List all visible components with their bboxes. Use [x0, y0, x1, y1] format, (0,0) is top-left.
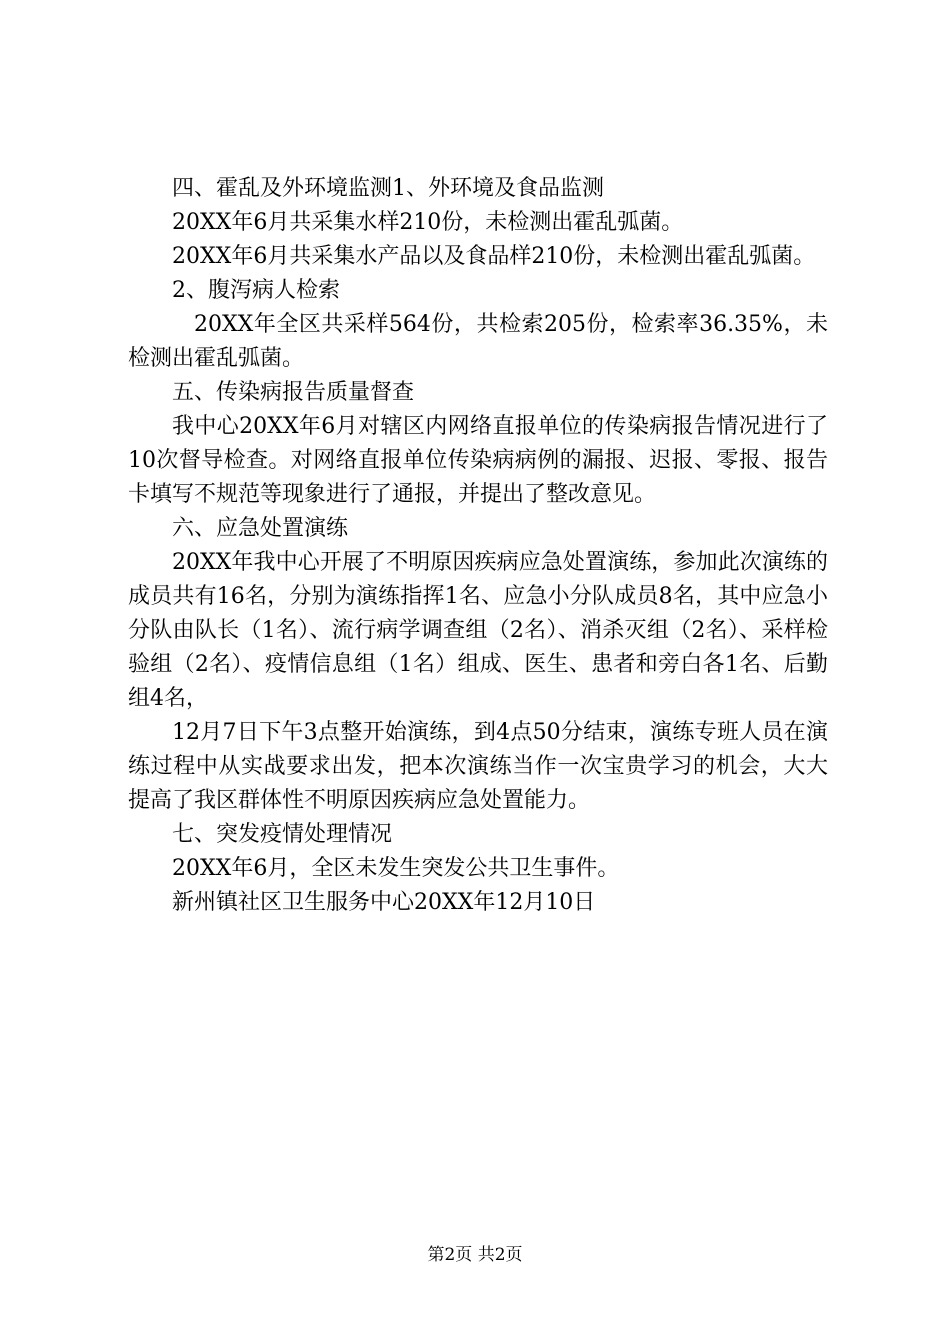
section-heading-outbreak: 七、突发疫情处理情况 — [172, 822, 393, 847]
paragraph-drill-members: 20XX年我中心开展了不明原因疾病应急处置演练，参加此次演练的成员共有16名，分别为演练指挥1名、应急小分队成员8名，其中应急小分队由队长（1名）、流行病学调查组（2名）、消杀灭组（2名）、采样检验组（2名）、疫情信息组（1名）组成、医生、患者和旁白各1名、后勤组4名， — [128, 550, 828, 711]
paragraph-food-samples: 20XX年6月共采集水产品以及食品样210份，未检测出霍乱弧菌。 — [172, 244, 816, 269]
subheading-diarrhea: 2、腹泻病人检索 — [172, 278, 340, 303]
paragraph-diarrhea-search: 20XX年全区共采样564份，共检索205份，检索率36.35%，未检测出霍乱弧菌。 — [128, 312, 828, 371]
section-heading-cholera: 四、霍乱及外环境监测1、外环境及食品监测 — [172, 176, 604, 201]
paragraph-drill-process: 12月7日下午3点整开始演练，到4点50分结束，演练专班人员在演练过程中从实战要求出发，把本次演练当作一次宝贵学习的机会，大大提高了我区群体性不明原因疾病应急处置能力。 — [128, 720, 828, 813]
paragraph-water-samples: 20XX年6月共采集水样210份，未检测出霍乱弧菌。 — [172, 210, 684, 235]
paragraph-outbreak: 20XX年6月，全区未发生突发公共卫生事件。 — [172, 856, 620, 881]
document-body — [128, 172, 828, 920]
page-footer: 第2页 共2页 — [427, 1245, 523, 1265]
section-heading-report-quality: 五、传染病报告质量督查 — [172, 380, 415, 405]
section-heading-emergency-drill: 六、应急处置演练 — [172, 516, 349, 541]
paragraph-report-quality: 我中心20XX年6月对辖区内网络直报单位的传染病报告情况进行了10次督导检查。对网络直报单位传染病病例的漏报、迟报、零报、报告卡填写不规范等现象进行了通报，并提出了整改意见。 — [128, 414, 828, 507]
signature-line: 新州镇社区卫生服务中心20XX年12月10日 — [172, 890, 596, 915]
